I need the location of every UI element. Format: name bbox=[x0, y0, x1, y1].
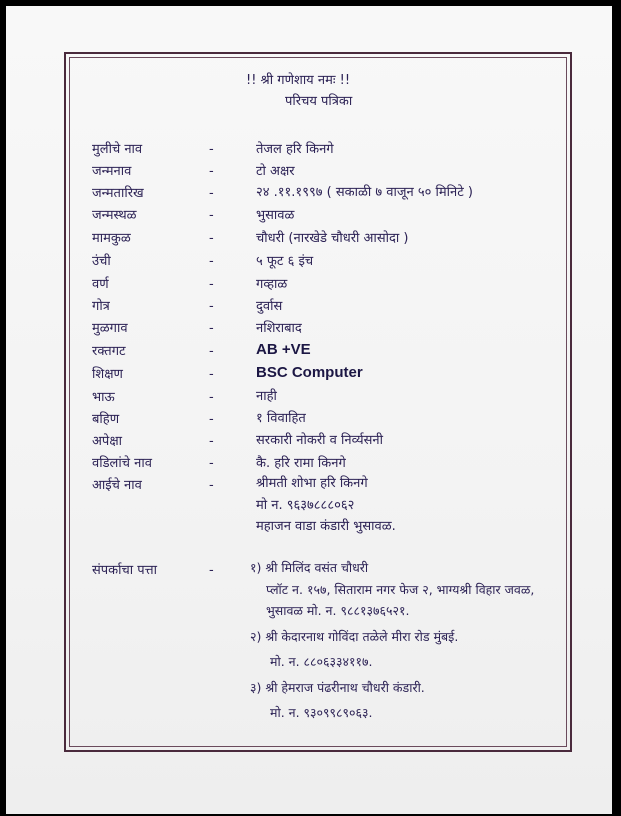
field-separator: - bbox=[209, 208, 214, 223]
field-value: भुसावळ bbox=[256, 208, 295, 223]
field-label: मुळगाव bbox=[92, 321, 128, 336]
field-separator: - bbox=[209, 321, 214, 336]
field-label: रक्तगट bbox=[92, 344, 126, 359]
field-label: बहिण bbox=[92, 412, 120, 427]
field-separator: - bbox=[209, 164, 214, 179]
field-separator: - bbox=[209, 478, 214, 493]
field-separator: - bbox=[209, 186, 214, 201]
field-separator: - bbox=[209, 231, 214, 246]
field-value: BSC Computer bbox=[256, 364, 363, 381]
field-label: शिक्षण bbox=[92, 367, 123, 382]
field-label: अपेक्षा bbox=[92, 434, 123, 449]
field-separator: - bbox=[209, 254, 214, 269]
field-value: तेजल हरि किनगे bbox=[256, 142, 334, 157]
field-label: गोत्र bbox=[92, 299, 110, 314]
field-label: जन्मनाव bbox=[92, 164, 132, 179]
field-label: भाऊ bbox=[92, 390, 115, 405]
contact-line: २) श्री केदारनाथ गोविंदा तळेले मीरा रोड मुंबई. bbox=[250, 629, 459, 644]
field-label: वर्ण bbox=[92, 277, 109, 292]
contact-line: प्लॉट न. १५७, सिताराम नगर फेज २, भाग्यश्री विहार जवळ, bbox=[266, 582, 535, 597]
page-title: परिचय पत्रिका bbox=[285, 94, 353, 109]
field-label: जन्मतारिख bbox=[92, 186, 144, 201]
field-value: श्रीमती शोभा हरि किनगे bbox=[256, 476, 368, 491]
invocation-heading: !! श्री गणेशाय नमः !! bbox=[246, 73, 351, 88]
contact-line: मो. न. ८८०६३३४११७. bbox=[270, 654, 373, 669]
field-value: ५ फूट ६ इंच bbox=[256, 254, 314, 269]
field-value: चौधरी (नारखेडे चौधरी आसोदा ) bbox=[256, 231, 409, 246]
contact-line: १) श्री मिलिंद वसंत चौधरी bbox=[250, 560, 369, 575]
field-label: वडिलांचे नाव bbox=[92, 456, 152, 471]
field-value: २४ .११.१९९७ ( सकाळी ७ वाजून ५० मिनिटे ) bbox=[256, 185, 473, 200]
field-label: मुलीचे नाव bbox=[92, 142, 143, 157]
field-separator: - bbox=[209, 344, 214, 359]
field-value: दुर्वास bbox=[256, 299, 283, 314]
mother-phone: मो न. ९६३७८८८०६२ bbox=[256, 498, 355, 513]
field-label: उंची bbox=[92, 254, 111, 269]
field-separator: - bbox=[209, 142, 214, 157]
contact-line: भुसावळ मो. न. ९८८१३७६५२१. bbox=[266, 603, 410, 618]
field-separator: - bbox=[209, 299, 214, 314]
field-separator: - bbox=[209, 456, 214, 471]
field-separator: - bbox=[209, 434, 214, 449]
field-value: १ विवाहित bbox=[256, 411, 306, 426]
field-value: कै. हरि रामा किनगे bbox=[256, 456, 346, 471]
field-value: गव्हाळ bbox=[256, 277, 288, 292]
field-label: आईचे नाव bbox=[92, 478, 142, 493]
field-value: सरकारी नोकरी व निर्व्यसनी bbox=[256, 433, 383, 448]
field-separator: - bbox=[209, 412, 214, 427]
contact-line: मो. न. ९३०९९८९०६३. bbox=[270, 705, 373, 720]
field-value: नशिराबाद bbox=[256, 321, 302, 336]
contact-label: संपर्काचा पत्ता bbox=[92, 563, 158, 578]
field-separator: - bbox=[209, 367, 214, 382]
field-value: AB +VE bbox=[256, 341, 311, 358]
field-separator: - bbox=[209, 390, 214, 405]
contact-line: ३) श्री हेमराज पंढरीनाथ चौधरी कंडारी. bbox=[250, 680, 425, 695]
mother-address: महाजन वाडा कंडारी भुसावळ. bbox=[256, 519, 396, 534]
contact-separator: - bbox=[209, 563, 214, 578]
field-separator: - bbox=[209, 277, 214, 292]
field-label: मामकुळ bbox=[92, 231, 131, 246]
field-label: जन्मस्थळ bbox=[92, 208, 137, 223]
field-value: टो अक्षर bbox=[256, 164, 295, 179]
field-value: नाही bbox=[256, 389, 277, 404]
